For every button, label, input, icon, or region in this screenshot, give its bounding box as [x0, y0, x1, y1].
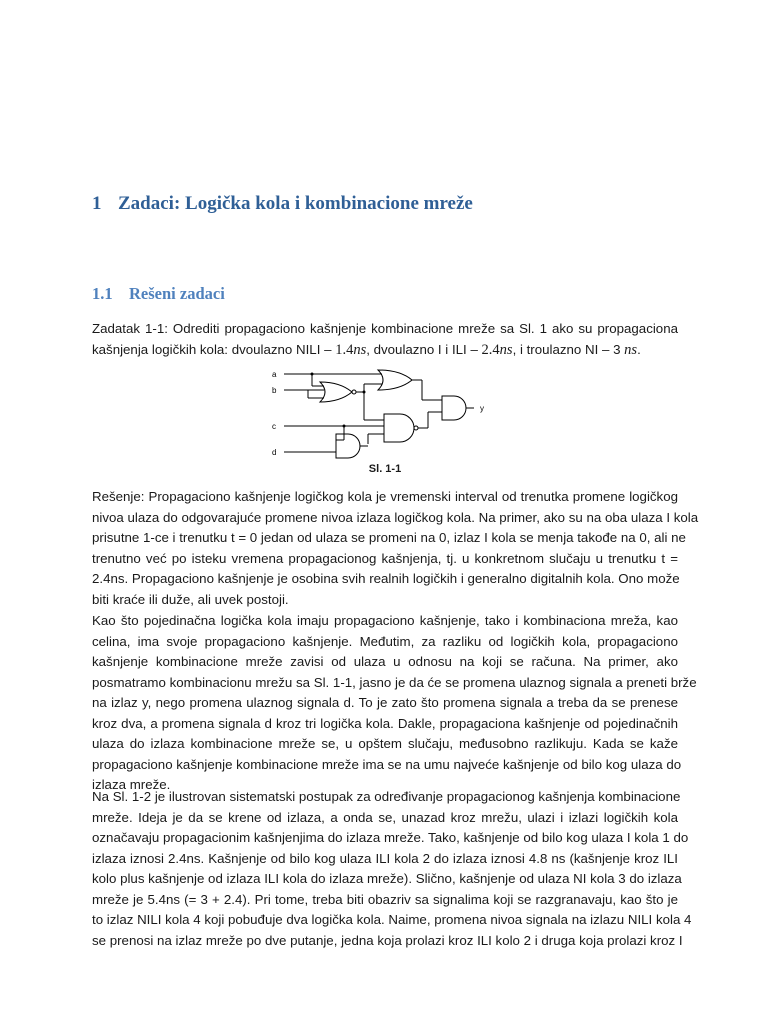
text-line: ulaza do izlaza kombinacione mreže se, u opštem slučaju, međusobno razlikuju. Kada se kaže [92, 736, 678, 751]
task-text: Zadatak 1-1: Odrediti propagaciono kašnjenje kombinacione mreže sa Sl. 1 ako su propagaciona [92, 321, 678, 336]
text-line: kroz dva, a promena signala d kroz tri logička kola. Dakle, propagaciona kašnjenje od pojedinačnih [92, 715, 678, 731]
nand-gate-icon [384, 414, 414, 442]
logic-circuit-diagram [272, 364, 502, 464]
text-line: kolo plus kašnjenje od izlaza ILI kola do izlaza mreže). Slično, kašnjenje od ulaza NI kola 3 do izlaza [92, 871, 682, 886]
text-line: mreže je 5.4ns (= 3 + 2.4). Pri tome, treba biti obazriv sa signalima koji se razgranavaju, kao što je [92, 891, 678, 907]
explanation-paragraph [92, 611, 697, 796]
math-unit: ns [353, 341, 367, 358]
output-label-y: y [480, 404, 484, 413]
solution-paragraph [92, 487, 699, 610]
text-line: prisutne 1-ce i trenutku t = 0 jedan od ulaza se promeni na 0, izlaz I kola se menja takođe na 0, ali ne [92, 530, 686, 545]
task-text: kašnjenja logičkih kola: dvoulazno NILI – [92, 341, 336, 357]
text-line: Na Sl. 1-2 je ilustrovan sistematski postupak za određivanje propagacionog kašnjenja kombinacione [92, 789, 681, 804]
math-value: 1.4 [335, 341, 354, 358]
section-title: Rešeni zadaci [129, 284, 225, 303]
text-line: izlaza mreže. [92, 777, 171, 792]
math-unit: ns [624, 341, 638, 358]
text-line: biti kraće ili duže, ali uvek postoji. [92, 591, 289, 607]
text-line: celina, ima svoje propagaciono kašnjenje. Međutim, za razliku od logičkih kola, propagaciono [92, 633, 678, 649]
figure-caption: Sl. 1-1 [368, 463, 402, 475]
nor-gate-icon [320, 382, 352, 402]
text-line: nivoa ulaza do odgovarajuće promene nivoa izlaza logičkog kola. Na primer, ako su na oba ulaza I kola [92, 509, 699, 525]
text-line: mreže. Ideja je da se krene od izlaza, a onda se, unazad kroz mrežu, ulazi i izlazi logičkih kola [92, 809, 678, 825]
method-paragraph [92, 787, 692, 951]
task-text: , dvoulazno I i ILI – [366, 341, 482, 357]
task-line [92, 319, 678, 340]
input-label-c: c [272, 422, 276, 431]
text-line: posmatramo kombinacionu mrežu sa Sl. 1-1, jasno je da će se promena ulaznog signala a preneti brže [92, 674, 697, 690]
chapter-heading [92, 193, 473, 215]
text-line: to izlaz NILI kola 4 koji pobuđuje dva logička kola. Naime, promena nivoa signala na izlazu NILI kola 4 [92, 912, 692, 927]
chapter-title: Zadaci: Logička kola i kombinacione mreže [118, 193, 473, 214]
text-line: 2.4ns. Propagaciono kašnjenje je osobina svih realnih logičkih i generalno digitalnih kola. Ono može [92, 571, 680, 586]
text-line: kašnjenje kombinacione mreže zavisi od ulaza u odnosu na koji se računa. Na primer, ako [92, 654, 678, 669]
text-line: trenutno već po isteku vremena propagacionog kašnjenja, tj. u konkretnom slučaju u trenutku t = [92, 550, 678, 566]
task-line [92, 340, 678, 361]
text-line: označavaju propagacionim kašnjenjima do izlaza mreže. Tako, kašnjenje od bilo kog ulaza I kola 1 do [92, 830, 689, 845]
input-label-d: d [272, 448, 277, 457]
text-line: Rešenje: Propagaciono kašnjenje logičkog kola je vremenski interval od trenutka promene logičkog [92, 489, 678, 504]
text-line: propagaciono kašnjenje kombinacione mreže ima se na umu najveće kašnjenje od bilo kog ulaza do [92, 756, 682, 772]
input-label-b: b [272, 386, 277, 395]
task-text: , i troulazno NI – 3 [512, 341, 625, 357]
math-unit: ns [499, 341, 513, 358]
math-value: 2.4 [481, 341, 500, 358]
text-line: izlaza iznosi 2.4ns. Kašnjenje od bilo kog ulaza ILI kola 2 do izlaza iznosi 4.8 ns (kašnjenje kroz ILI [92, 850, 678, 866]
task-paragraph [92, 319, 678, 360]
chapter-number: 1 [92, 193, 102, 214]
input-label-a: a [272, 370, 277, 379]
section-number: 1.1 [92, 284, 113, 303]
text-line: Kao što pojedinačna logička kola imaju propagaciono kašnjenje, tako i kombinaciona mreža, kao [92, 613, 678, 628]
and-gate-icon [336, 434, 360, 458]
task-text: . [637, 341, 641, 357]
text-line: na izlaz y, nego promena ulaznog signala d. To je zato što promena signala a treba da se prenese [92, 695, 678, 710]
section-heading [92, 284, 225, 304]
and-gate-icon [442, 396, 466, 420]
or-gate-icon [378, 370, 412, 390]
text-line: se prenosi na izlaz mreže po dve putanje, jedna koja prolazi kroz ILI kolo 2 i druga koja prolazi kroz I [92, 932, 683, 948]
